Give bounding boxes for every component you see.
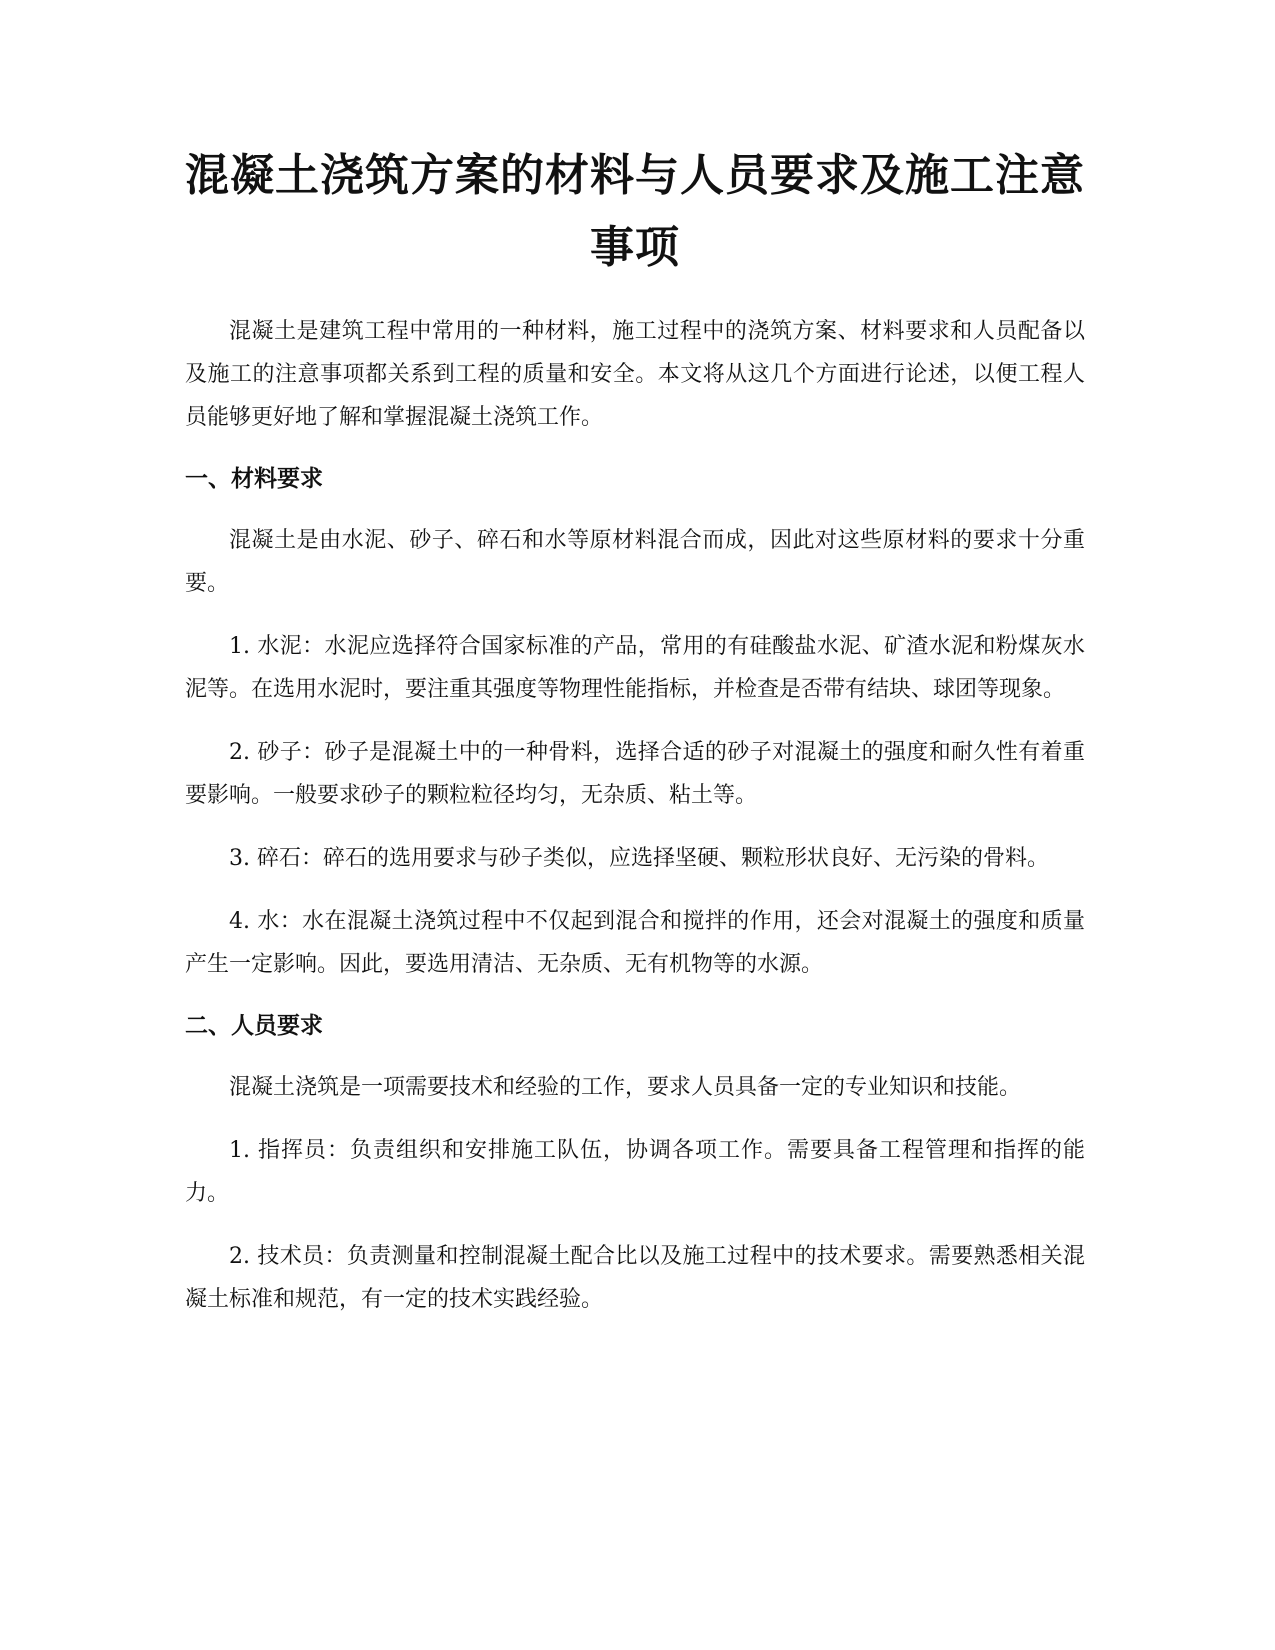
list-item-technician: 2. 技术员：负责测量和控制混凝土配合比以及施工过程中的技术要求。需要熟悉相关混凝土标准和规范，有一定的技术实践经验。 [185, 1244, 1085, 1312]
document-page [185, 140, 1085, 1341]
intro-paragraph: 混凝土是建筑工程中常用的一种材料，施工过程中的浇筑方案、材料要求和人员配备以及施工的注意事项都关系到工程的质量和安全。本文将从这几个方面进行论述，以便工程人员能够更好地了解和掌握混凝土浇筑工作。 [185, 319, 1085, 430]
list-item-sand: 2. 砂子：砂子是混凝土中的一种骨料，选择合适的砂子对混凝土的强度和耐久性有着重要影响。一般要求砂子的颗粒粒径均匀，无杂质、粘土等。 [185, 740, 1085, 808]
list-item-cement: 1. 水泥：水泥应选择符合国家标准的产品，常用的有硅酸盐水泥、矿渣水泥和粉煤灰水泥等。在选用水泥时，要注重其强度等物理性能指标，并检查是否带有结块、球团等现象。 [185, 634, 1085, 702]
list-item-water: 4. 水：水在混凝土浇筑过程中不仅起到混合和搅拌的作用，还会对混凝土的强度和质量产生一定影响。因此，要选用清洁、无杂质、无有机物等的水源。 [185, 909, 1085, 977]
section-intro-materials: 混凝土是由水泥、砂子、碎石和水等原材料混合而成，因此对这些原材料的要求十分重要。 [185, 528, 1085, 596]
document-title: 混凝土浇筑方案的材料与人员要求及施工注意事项 [185, 150, 1085, 273]
list-item-gravel: 3. 碎石：碎石的选用要求与砂子类似，应选择坚硬、颗粒形状良好、无污染的骨料。 [229, 846, 1049, 871]
list-item-commander: 1. 指挥员：负责组织和安排施工队伍，协调各项工作。需要具备工程管理和指挥的能力。 [185, 1138, 1085, 1206]
section-heading-materials: 一、材料要求 [185, 466, 323, 492]
section-heading-personnel: 二、人员要求 [185, 1013, 323, 1039]
section-intro-personnel: 混凝土浇筑是一项需要技术和经验的工作，要求人员具备一定的专业知识和技能。 [229, 1075, 1022, 1100]
